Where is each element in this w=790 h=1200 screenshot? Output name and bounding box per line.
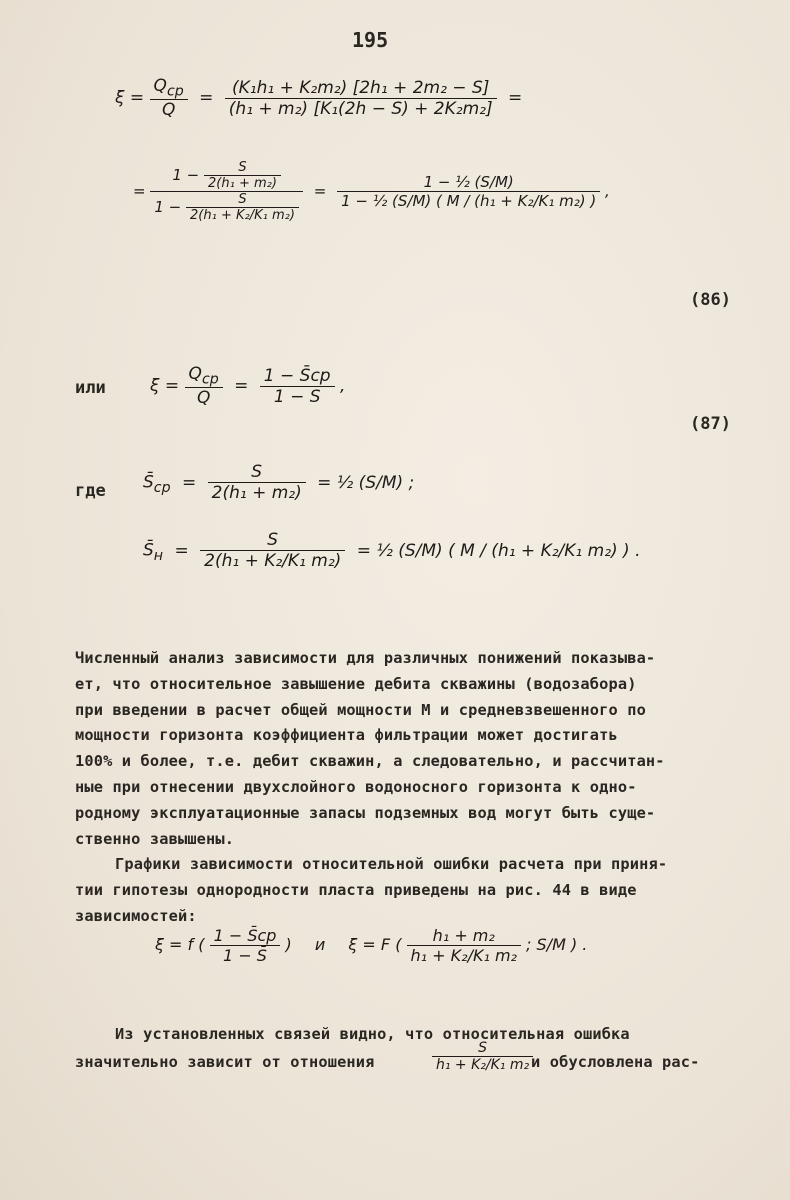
formula-1-frac-b: $\frac{\text{(K₁h₁ + K₂m₂) [2h₁ + 2m₂ − S]}}{\text{(h₁ + m₂) [K₁(2h − S) + 2K₂m₂]}}$ bbox=[225, 78, 497, 119]
formula-1-lhs: ξ = bbox=[115, 88, 145, 109]
formula-2: = 1 − $\frac{S}{\text{2(h₁ + m₂)}}$ 1 − $\frac{S}{\text{2(h₁ + K₂/K₁ m₂)}}$ = $\frac{\text{1 − ½ (S/M)}}{\text{1 − ½ (S/M) ( M / (h₁ + K₂/K₁ m₂) )}}$ , bbox=[133, 160, 610, 223]
formula-5: $S̄_н$ = $\frac{S}{\text{2(h₁ + K₂/K₁ m₂)}}$ = ½ (S/M) ( M / (h₁ + K₂/K₁ m₂) ) . bbox=[143, 530, 641, 571]
paragraph-3: Из установленных связей видно, что относительная ошибка bbox=[115, 1025, 630, 1043]
page-number: 195 bbox=[352, 28, 389, 52]
formula-4: $S̄_{cp}$ = $\frac{S}{\text{2(h₁ + m₂)}}$ = ½ (S/M) ; bbox=[143, 462, 415, 503]
paragraph-1: Численный анализ зависимости для различных понижений показыва- ет, что относительное завышение дебита скважины (водозабора) при введении в расчет общей мощности М и средневзвешенного по мощности горизонта коэффициента фильтрации может достигать 100% и более, т.е. дебит скважин, а следовательно, и рассчитан- ные при отнесении двухслойного водоносного горизонта к одно- родному эксплуатационные запасы подземных вод могут быть суще- ственно завышены. bbox=[75, 649, 665, 848]
paragraph-2: Графики зависимости относительной ошибки расчета при приня- тии гипотезы однородности пласта приведены на рис. 44 в виде зависимостей: bbox=[75, 855, 668, 925]
paragraph-3-line-2-end: и обусловлена рас- bbox=[531, 1053, 700, 1071]
word-ili: или bbox=[75, 378, 106, 398]
formula-1-frac-a: $\frac{Q_{cp}}{Q}$ bbox=[150, 76, 188, 120]
formula-2-frac-b: $\frac{\text{1 − ½ (S/M)}}{\text{1 − ½ (S/M) ( M / (h₁ + K₂/K₁ m₂) )}}$ bbox=[337, 173, 600, 210]
equation-number-87: (87) bbox=[690, 414, 731, 434]
word-gde: где bbox=[75, 481, 106, 501]
formula-1: ξ = $\frac{Q_{cp}}{Q}$ = $\frac{\text{(K₁h₁ + K₂m₂) [2h₁ + 2m₂ − S]}}{\text{(h₁ + m₂) [K₁(2h − S) + 2K₂m₂]}}$ = bbox=[115, 76, 523, 121]
paragraph-3-line-2: значительно зависит от отношения bbox=[75, 1053, 375, 1071]
equation-number-86: (86) bbox=[690, 290, 731, 310]
formula-3: ξ = $\frac{Q_{cp}}{Q}$ = $\frac{1 - S̄cp}{1 - S}$ , bbox=[150, 364, 346, 409]
paragraph-3-fraction: $\frac{S}{\text{h₁ + K₂/K₁ m₂}}$ bbox=[432, 1040, 533, 1073]
formula-6: ξ = f ( $\frac{1 - S̄cp}{1 - S̄}$ ) и ξ = F ( $\frac{\text{h₁ + m₂}}{\text{h₁ + K₂/K₁ m₂}}$ ; S/M ) . bbox=[155, 926, 588, 965]
formula-2-frac-a: 1 − $\frac{S}{\text{2(h₁ + m₂)}}$ 1 − $\frac{S}{\text{2(h₁ + K₂/K₁ m₂)}}$ bbox=[150, 160, 303, 223]
